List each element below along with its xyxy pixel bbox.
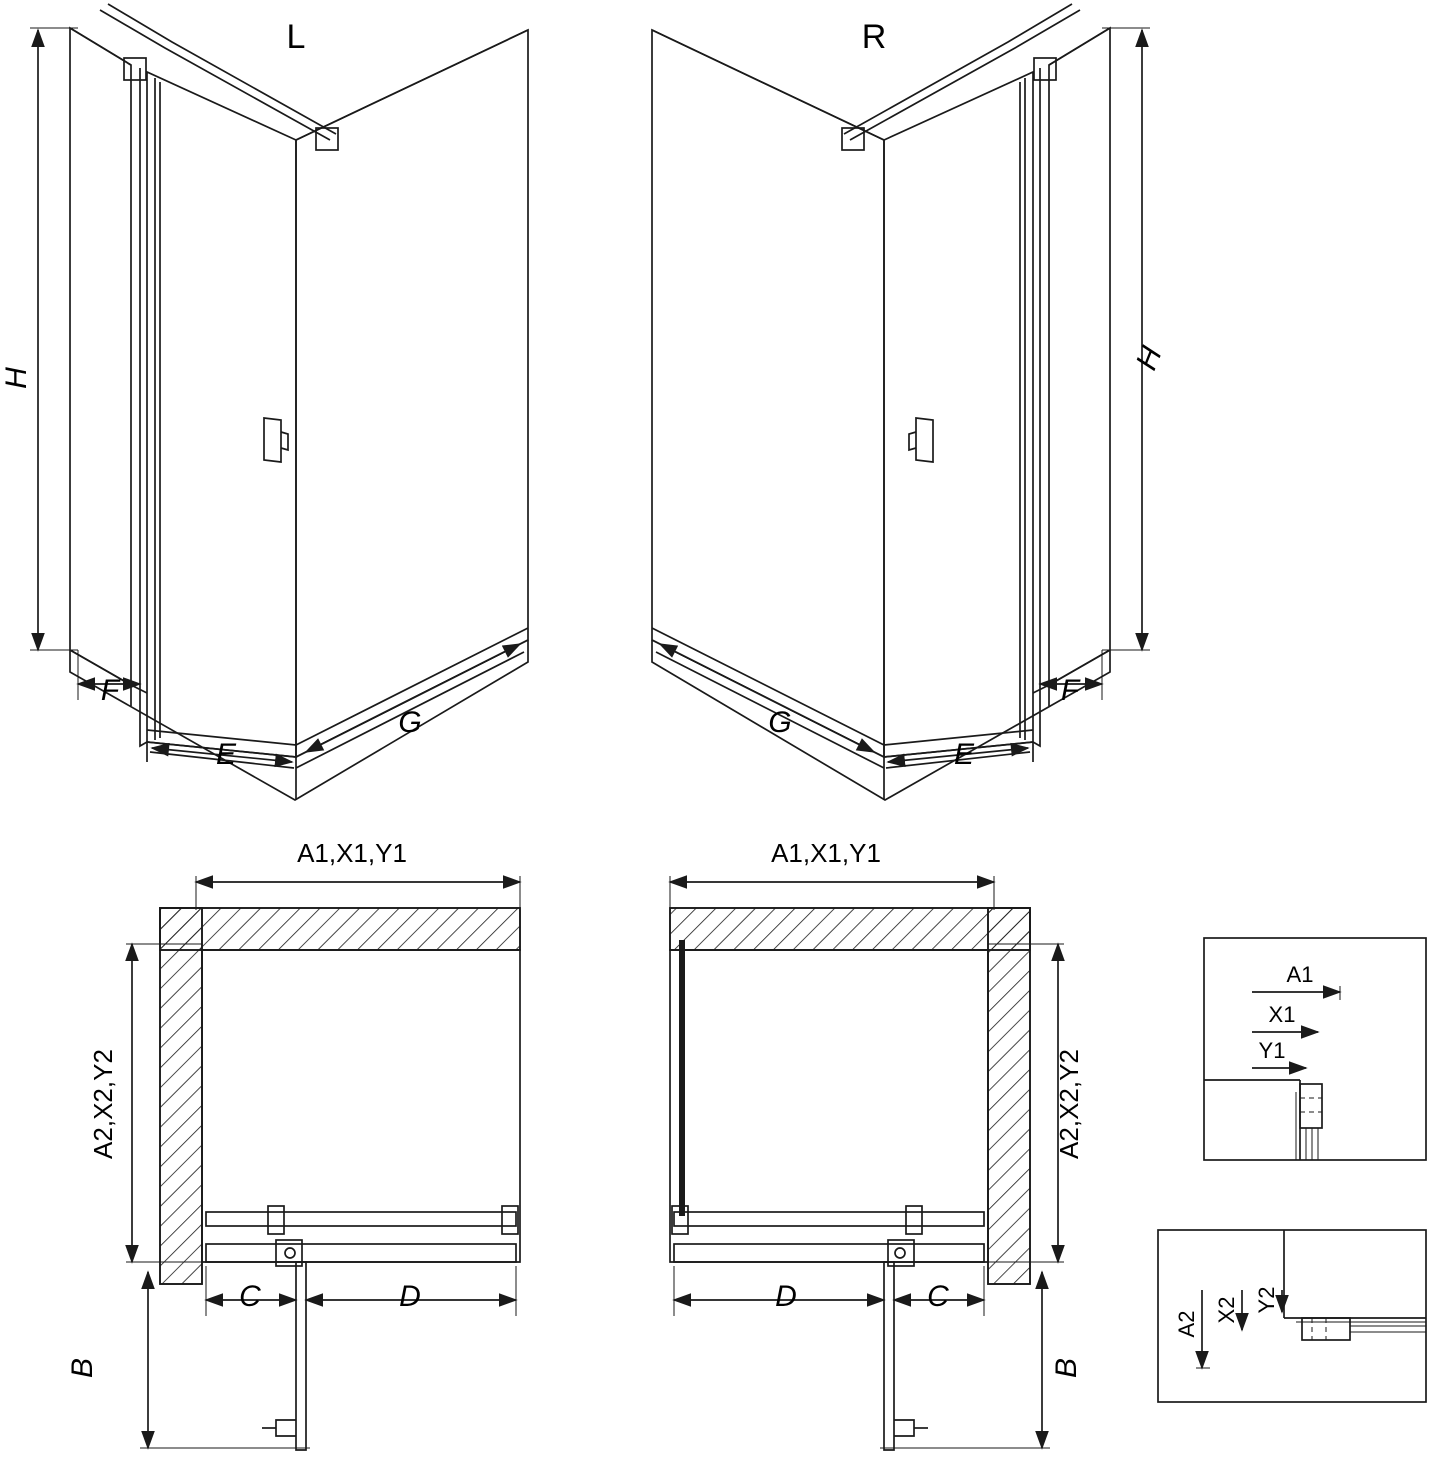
detail-frame-top	[1204, 938, 1426, 1160]
wall-hatch-top-left	[160, 908, 520, 950]
enclosure-outline-right	[670, 950, 988, 1262]
door-handle	[264, 418, 281, 462]
label-f-right: F	[1060, 674, 1080, 707]
right-return-panel	[296, 30, 528, 757]
label-d-right: D	[775, 1280, 797, 1313]
label-detail-x2: X2	[1214, 1296, 1239, 1324]
right-side-panel	[1049, 28, 1110, 685]
door-handle-right	[916, 418, 933, 462]
plan-view-left	[126, 876, 520, 1450]
wall-hatch-side-right	[988, 908, 1030, 1284]
label-a1-left: A1,X1,Y1	[297, 838, 407, 868]
label-detail-a1: A1	[1286, 962, 1314, 987]
door-panel-right	[884, 72, 1033, 757]
label-a2-left: A2,X2,Y2	[88, 1049, 118, 1159]
label-c-left: C	[239, 1280, 261, 1313]
door-panel	[147, 72, 296, 757]
label-detail-y1: Y1	[1258, 1038, 1286, 1063]
label-e-right: E	[953, 738, 975, 771]
label-b-right: B	[1050, 1357, 1083, 1379]
dim-g-right	[660, 644, 874, 752]
enclosure-outline-left	[202, 950, 520, 1262]
wall-hatch-top-right	[670, 908, 1030, 950]
door-leaf-open-right	[884, 1262, 894, 1450]
label-h-left: H	[0, 367, 33, 389]
label-b-left: B	[66, 1357, 99, 1379]
label-detail-y2: Y2	[1254, 1286, 1279, 1314]
label-detail-a2: A2	[1174, 1310, 1199, 1338]
label-a1-right: A1,X1,Y1	[771, 838, 881, 868]
label-detail-x1: X1	[1268, 1002, 1296, 1027]
plan-view-right	[670, 876, 1064, 1450]
label-f-left: F	[100, 674, 120, 707]
left-side-panel	[70, 28, 131, 685]
wall-hatch-side-left	[160, 908, 202, 1284]
door-leaf-open-left	[296, 1262, 306, 1450]
detail-view-top	[1204, 938, 1426, 1160]
label-g-right: G	[768, 706, 792, 739]
label-a2-right: A2,X2,Y2	[1054, 1049, 1084, 1159]
label-title-right: R	[861, 18, 887, 56]
label-d-left: D	[399, 1280, 421, 1313]
left-return-panel	[652, 30, 884, 757]
label-g-left: G	[398, 706, 422, 739]
label-e-left: E	[215, 738, 237, 771]
label-c-right: C	[927, 1280, 949, 1313]
label-title-left: L	[286, 18, 306, 56]
label-h-right: H	[1129, 342, 1169, 375]
